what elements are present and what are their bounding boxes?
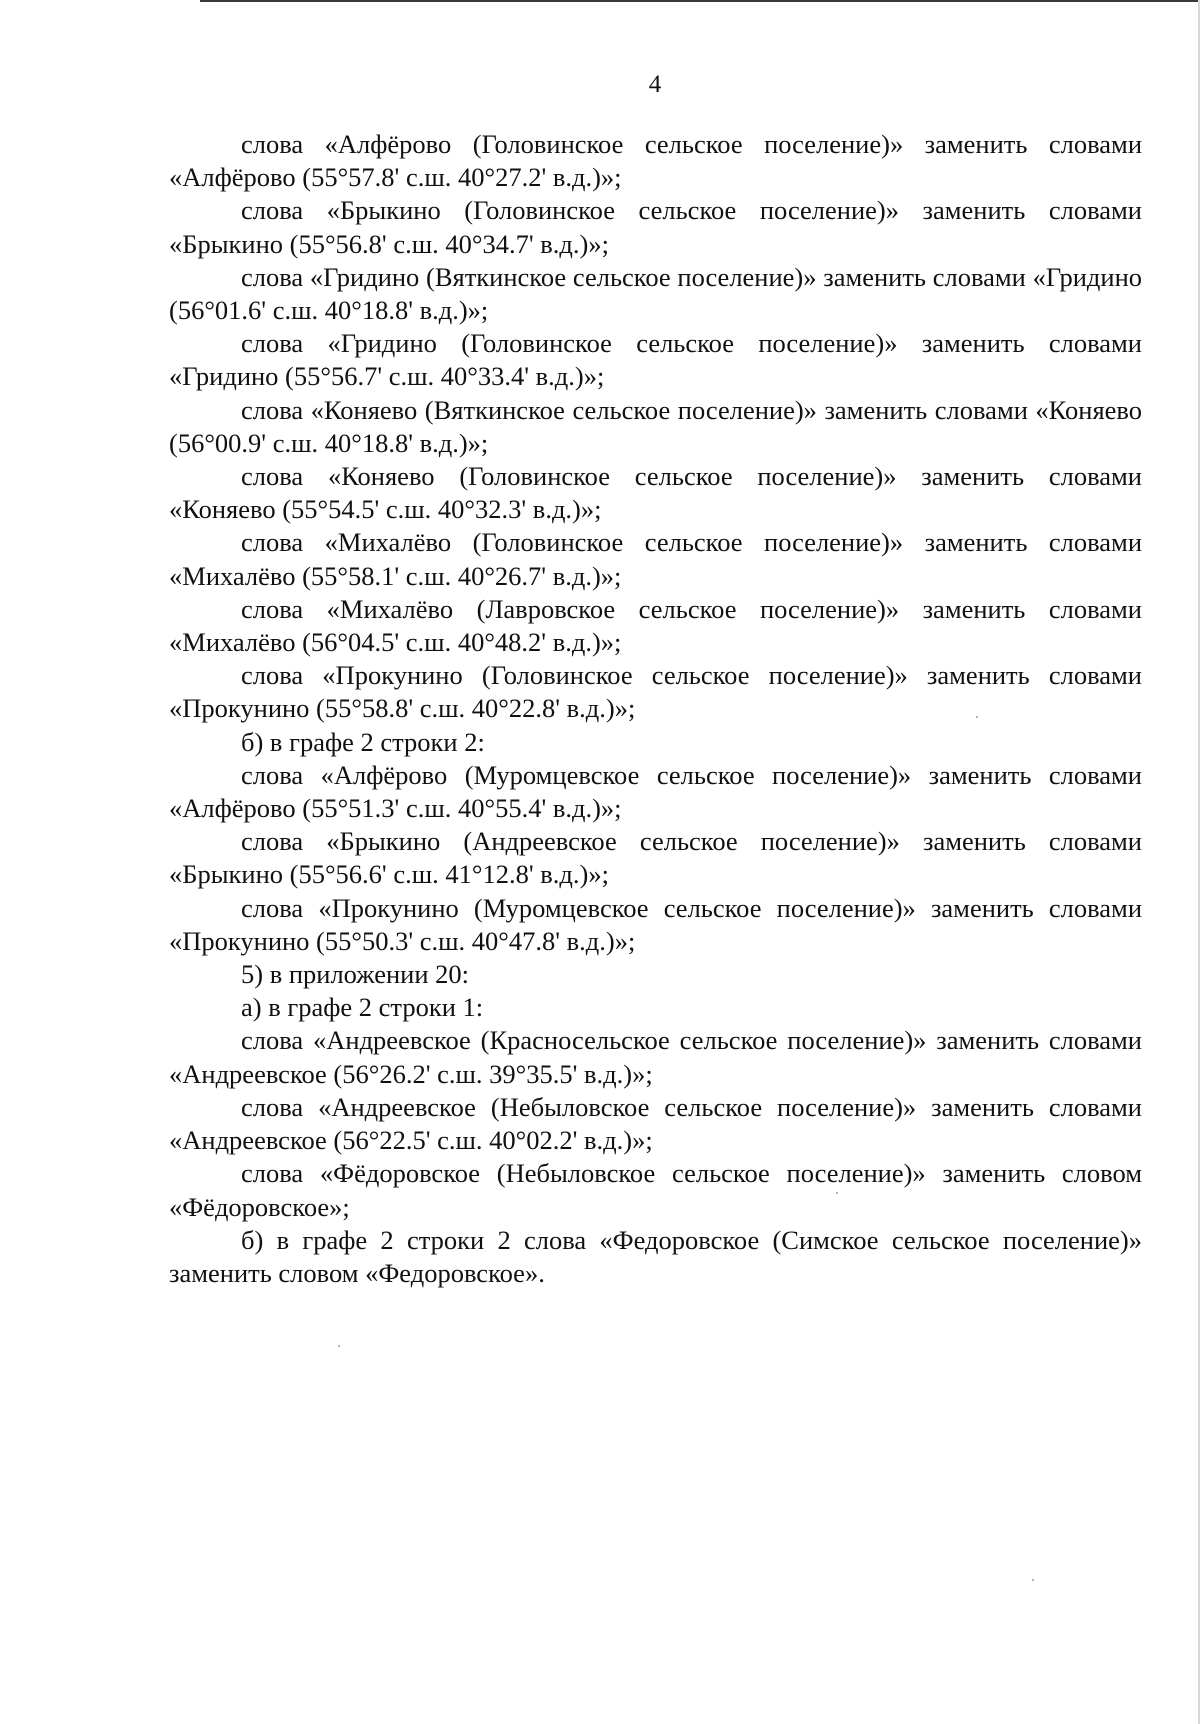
scan-speck [976,716,978,718]
paragraph: б) в графе 2 строки 2 слова «Федоровское (Симское сельское поселение)» заменить словом «Федоровское». [169,1224,1142,1288]
paragraph: слова «Андреевское (Красносельское сельское поселение)» заменить словами «Андреевское (56°26.2' с.ш. 39°35.5' в.д.)»; [169,1025,1142,1089]
paragraph: б) в графе 2 строки 2: [241,726,485,757]
paragraph: слова «Прокунино (Муромцевское сельское поселение)» заменить словами «Прокунино (55°50.3' с.ш. 40°47.8' в.д.)»; [169,892,1142,956]
paragraph: слова «Алфёрово (Головинское сельское поселение)» заменить словами «Алфёрово (55°57.8' с.ш. 40°27.2' в.д.)»; [169,129,1142,193]
paragraph: слова «Гридино (Головинское сельское поселение)» заменить словами «Гридино (55°56.7' с.ш. 40°33.4' в.д.)»; [169,328,1142,392]
paragraph: слова «Андреевское (Небыловское сельское поселение)» заменить словами «Андреевское (56°22.5' с.ш. 40°02.2' в.д.)»; [169,1091,1142,1156]
paragraph: слова «Коняево (Вяткинское сельское поселение)» заменить словами «Коняево (56°00.9' с.ш. 40°18.8' в.д.)»; [169,394,1142,458]
paragraph: 5) в приложении 20: [241,959,470,990]
paragraph: слова «Фёдоровское (Небыловское сельское поселение)» заменить словом «Фёдоровское»; [169,1158,1142,1222]
scan-speck [836,1192,838,1194]
document-body [169,128,1142,1290]
scan-speck [1032,1579,1034,1581]
paragraph: слова «Гридино (Вяткинское сельское поселение)» заменить словами «Гридино (56°01.6' с.ш. 40°18.8' в.д.)»; [169,261,1142,326]
paragraph: слова «Брыкино (Андреевское сельское поселение)» заменить словами «Брыкино (55°56.6' с.ш. 41°12.8' в.д.)»; [169,826,1142,890]
paragraph: слова «Алфёрово (Муромцевское сельское поселение)» заменить словами «Алфёрово (55°51.3' с.ш. 40°55.4' в.д.)»; [169,759,1142,824]
scan-speck [338,1345,340,1347]
paragraph: слова «Михалёво (Лавровское сельское поселение)» заменить словами «Михалёво (56°04.5' с.ш. 40°48.2' в.д.)»; [169,593,1142,658]
paragraph: а) в графе 2 строки 1: [241,992,484,1023]
paragraph: слова «Михалёво (Головинское сельское поселение)» заменить словами «Михалёво (55°58.1' с.ш. 40°26.7' в.д.)»; [169,527,1142,591]
paragraph: слова «Коняево (Головинское сельское поселение)» заменить словами «Коняево (55°54.5' с.ш. 40°32.3' в.д.)»; [169,461,1142,525]
paragraph: слова «Прокунино (Головинское сельское поселение)» заменить словами «Прокунино (55°58.8' с.ш. 40°22.8' в.д.)»; [169,660,1142,724]
scan-top-edge [200,0,1200,2]
page-number: 4 [648,71,662,98]
paragraph: слова «Брыкино (Головинское сельское поселение)» заменить словами «Брыкино (55°56.8' с.ш. 40°34.7' в.д.)»; [169,195,1142,259]
